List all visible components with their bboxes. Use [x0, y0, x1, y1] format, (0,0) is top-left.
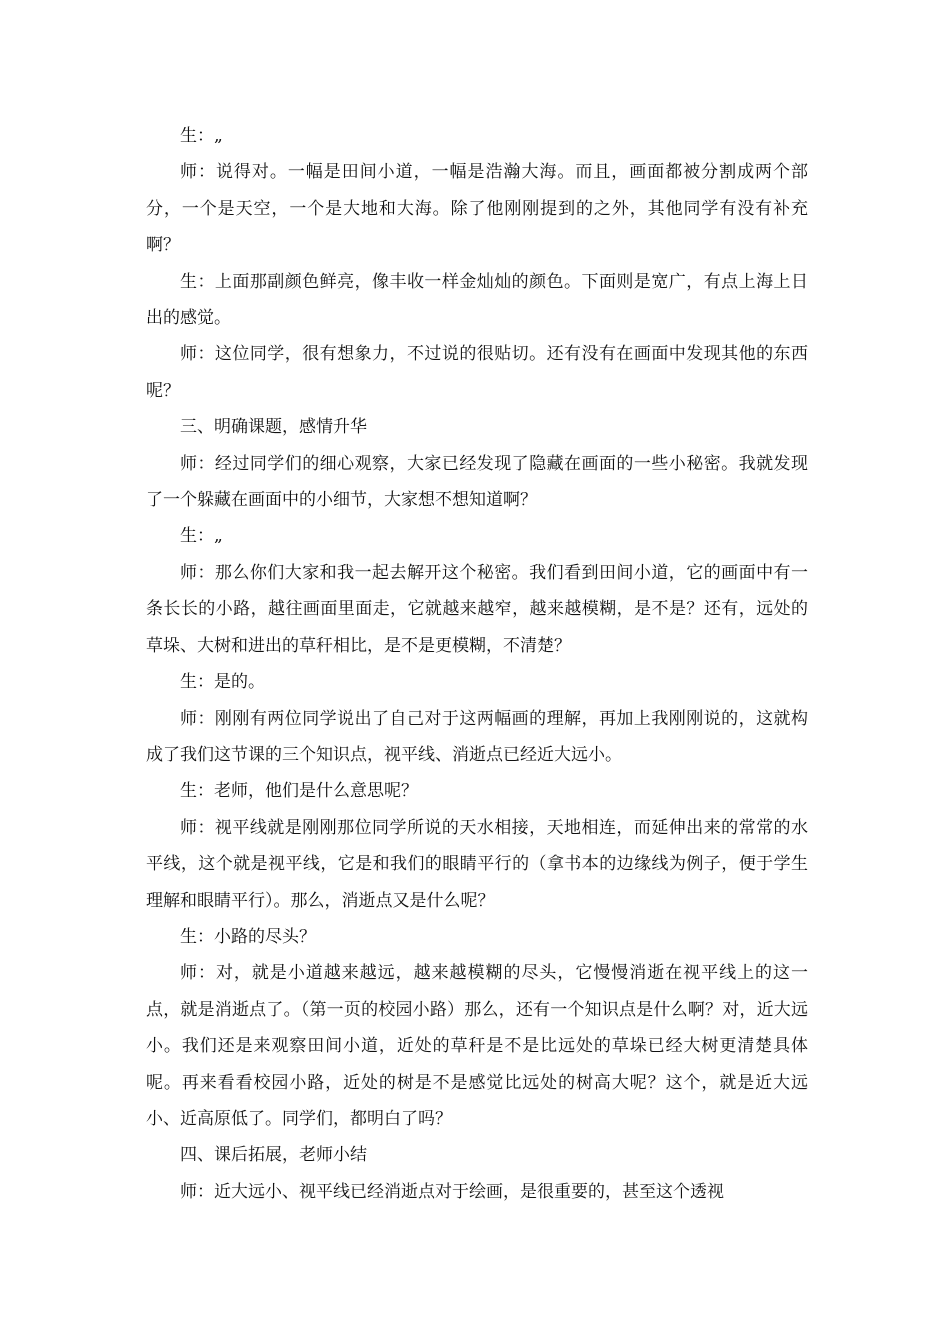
paragraph-student: 生：是的。: [180, 672, 265, 693]
paragraph-teacher: 师：对，就是小道越来越远，越来越模糊的尽头，它慢慢消逝在视平线上的这一点，就是消逝点了。（第一页的校园小路）那么，还有一个知识点是什么啊？对，近大远小。我们还是来观察田间小道，近处的草秆是不是比远处的草垛已经大树更清楚具体呢。再来看看校园小路，近处的树是不是感觉比远处的树高大呢？这个，就是近大远小、近高原低了。同学们，都明白了吗？: [146, 963, 808, 1129]
paragraph-student: 生：上面那副颜色鲜亮，像丰收一样金灿灿的颜色。下面则是宽广，有点上海上日出的感觉。: [146, 271, 808, 329]
paragraph-teacher: 师：说得对。一幅是田间小道，一幅是浩瀚大海。而且，画面都被分割成两个部分，一个是天空，一个是大地和大海。除了他刚刚提到的之外，其他同学有没有补充啊？: [146, 162, 808, 256]
paragraph-student: 生：小路的尽头？: [180, 926, 316, 947]
paragraph-teacher: 师：视平线就是刚刚那位同学所说的天水相接，天地相连，而延伸出来的常常的水平线，这个就是视平线，它是和我们的眼睛平行的（拿书本的边缘线为例子，便于学生理解和眼睛平行）。那么，消逝点又是什么呢？: [146, 817, 808, 911]
paragraph-student: 生：老师，他们是什么意思呢？: [180, 781, 418, 802]
paragraph-teacher: 师：这位同学，很有想象力，不过说的很贴切。还有没有在画面中发现其他的东西呢？: [146, 344, 808, 401]
document-page: [146, 118, 808, 1210]
paragraph-teacher: 师：经过同学们的细心观察，大家已经发现了隐藏在画面的一些小秘密。我就发现了一个躲藏在画面中的小细节，大家想不想知道啊？: [146, 453, 808, 511]
paragraph-teacher: 师：那么你们大家和我一起去解开这个秘密。我们看到田间小道，它的画面中有一条长长的小路，越往画面里面走，它就越来越窄，越来越模糊，是不是？还有，远处的草垛、大树和进出的草秆相比，是不是更模糊，不清楚？: [146, 562, 808, 656]
paragraph-teacher: 师：近大远小、视平线已经消逝点对于绘画，是很重要的，甚至这个透视: [180, 1181, 724, 1202]
paragraph-teacher: 师：刚刚有两位同学说出了自己对于这两幅画的理解，再加上我刚刚说的，这就构成了我们这节课的三个知识点，视平线、消逝点已经近大远小。: [146, 708, 808, 765]
section-heading: 三、明确课题，感情升华: [180, 417, 367, 438]
paragraph-student-reply: 生：„: [180, 526, 223, 547]
section-heading: 四、课后拓展，老师小结: [180, 1145, 367, 1166]
paragraph-student-reply: 生：„: [180, 126, 223, 146]
